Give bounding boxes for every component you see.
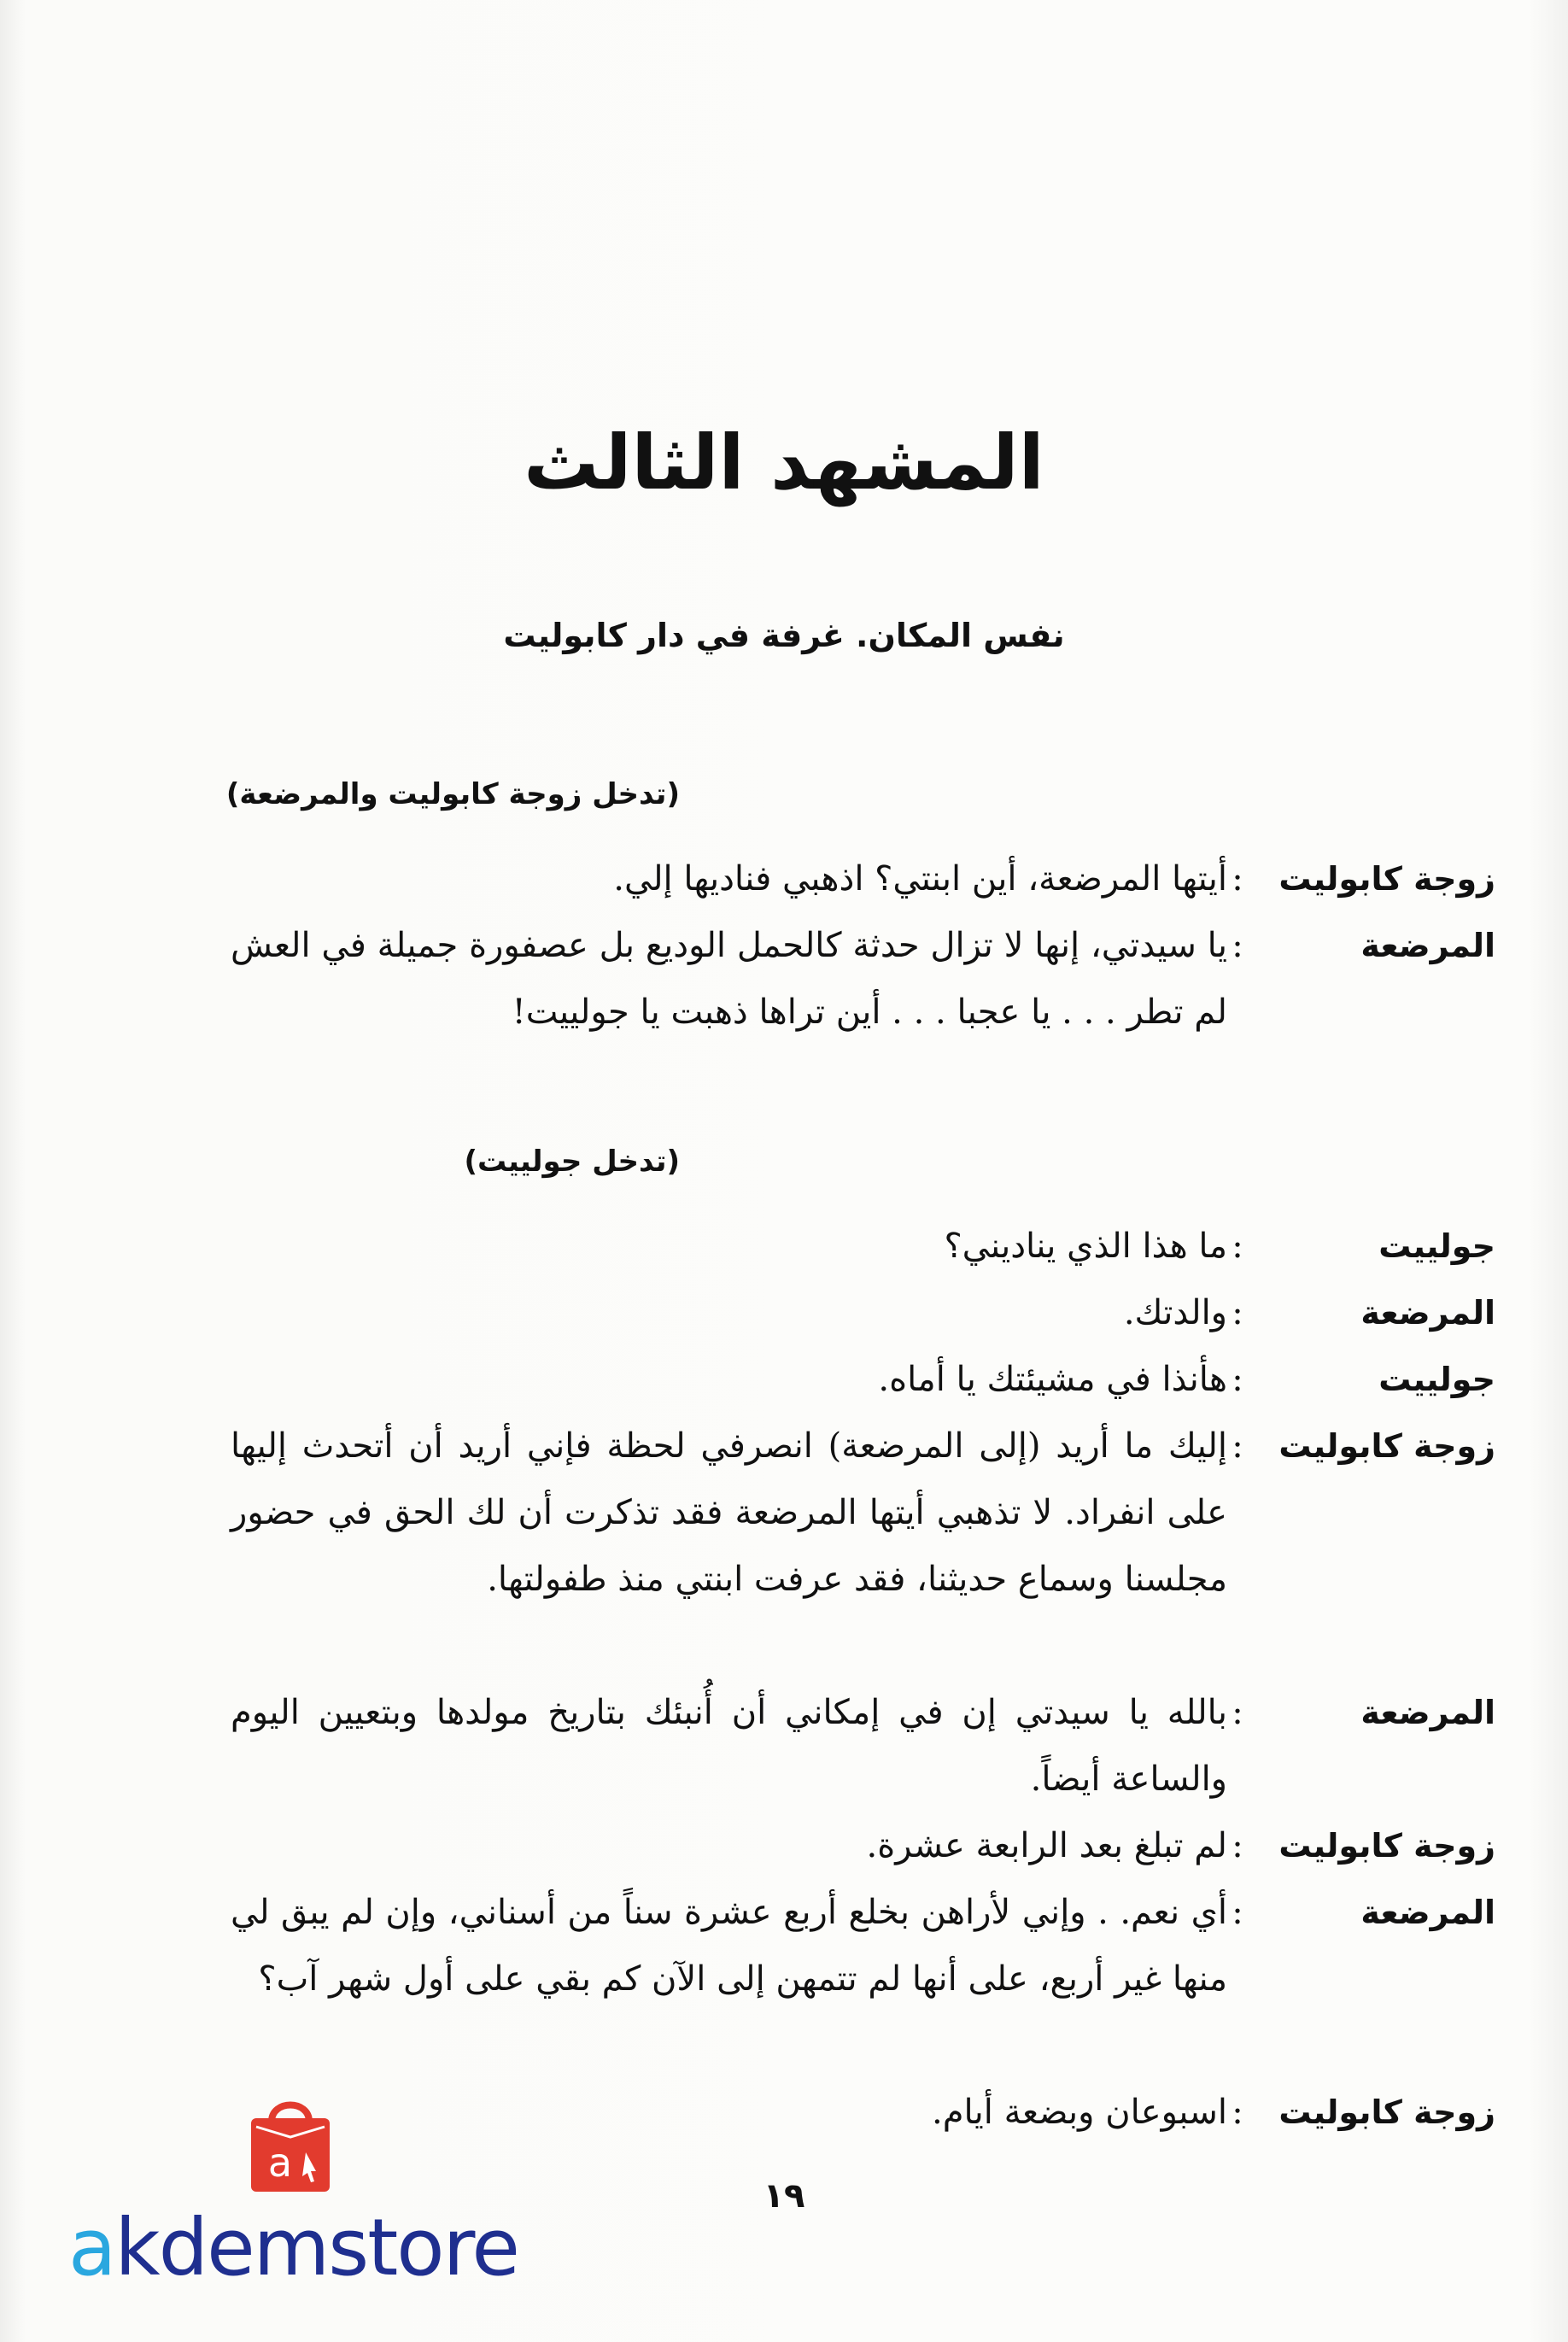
shopping-bag-icon [239, 2093, 342, 2195]
speaker-name: المرضعة [1360, 1294, 1495, 1332]
dialogue-text: بالله يا سيدتي إن في إمكاني أن أُنبئك بتاريخ مولدها وبتعيين اليوم والساعة أيضاً. [231, 1693, 1227, 1799]
speaker-colon: : [1232, 859, 1243, 899]
dialogue-text: لم تبلغ بعد الرابعة عشرة. [866, 1826, 1227, 1865]
speaker-colon: : [1232, 1426, 1243, 1466]
dialogue-text: هأنذا في مشيئتك يا أماه. [878, 1360, 1227, 1399]
speaker-name: المرضعة [1360, 1694, 1495, 1731]
speaker-name: زوجة كابوليت [1278, 2093, 1495, 2131]
dialogue-line [231, 1879, 1495, 2012]
dialogue-text: أيتها المرضعة، أين ابنتي؟ اذهبي فناديها إلي. [613, 859, 1227, 899]
speaker-colon: : [1232, 926, 1243, 965]
speaker-name: زوجة كابوليت [1278, 1427, 1495, 1465]
speaker-name: جولييت [1378, 1361, 1495, 1398]
dialogue-line [231, 1279, 1495, 1346]
speaker-name: المرضعة [1360, 1894, 1495, 1931]
speaker-name: زوجة كابوليت [1278, 1827, 1495, 1865]
speaker-colon: : [1232, 1893, 1243, 1932]
dialogue-line [231, 1346, 1495, 1413]
speaker-colon: : [1232, 1826, 1243, 1865]
speaker-colon: : [1232, 1227, 1243, 1266]
page-number: ١٩ [763, 2176, 805, 2216]
dialogue-text: والدتك. [1123, 1293, 1227, 1332]
dialogue-line [231, 912, 1495, 1045]
dialogue-text: اسبوعان وبضعة أيام. [931, 2093, 1227, 2132]
wordmark-rest: kdemstore [114, 2202, 518, 2293]
speaker-colon: : [1232, 1360, 1243, 1399]
badge-letter: a [267, 2140, 293, 2186]
scene-setting: نفس المكان. غرفة في دار كابوليت [503, 617, 1065, 654]
dialogue-line [231, 1213, 1495, 1279]
store-logo [68, 2093, 529, 2306]
stage-direction-1: (تدخل زوجة كابوليت والمرضعة) [225, 777, 680, 811]
dialogue-line [231, 1413, 1495, 1613]
scene-title: المشهد الثالث [524, 419, 1044, 506]
dialogue-text: أي نعم. . وإني لأراهن بخلع أربع عشرة سناً من أسناني، وإن لم يبق لي منها غير أربع، على أنها لم تتمهن إلى الآن كم بقي على أول شهر آب؟ [231, 1893, 1227, 1999]
stage-direction-2: (تدخل جولييت) [464, 1145, 680, 1179]
speaker-name: زوجة كابوليت [1278, 860, 1495, 898]
speaker-colon: : [1232, 1693, 1243, 1732]
speaker-name: المرضعة [1360, 927, 1495, 964]
dialogue-text: ما هذا الذي يناديني؟ [944, 1227, 1227, 1266]
wordmark-prefix: a [68, 2202, 115, 2293]
store-wordmark [68, 2202, 547, 2293]
dialogue-text: يا سيدتي، إنها لا تزال حدثة كالحمل الوديع بل عصفورة جميلة في العش لم تطر . . . يا عجبا . . . أين تراها ذهبت يا جولييت! [231, 926, 1227, 1032]
dialogue-line [231, 1812, 1495, 1879]
speaker-name: جولييت [1378, 1227, 1495, 1265]
speaker-colon: : [1232, 2093, 1243, 2132]
dialogue-line [231, 846, 1495, 912]
speaker-colon: : [1232, 1293, 1243, 1332]
dialogue-text: إليك ما أريد (إلى المرضعة) انصرفي لحظة فإني أريد أن أتحدث إليها على انفراد. لا تذهبي أيتها المرضعة فقد تذكرت أن لك الحق في حضور مجلسنا وسماع حديثنا، فقد عرفت ابنتي منذ طفولتها. [231, 1426, 1227, 1599]
dialogue-line [231, 1679, 1495, 1812]
